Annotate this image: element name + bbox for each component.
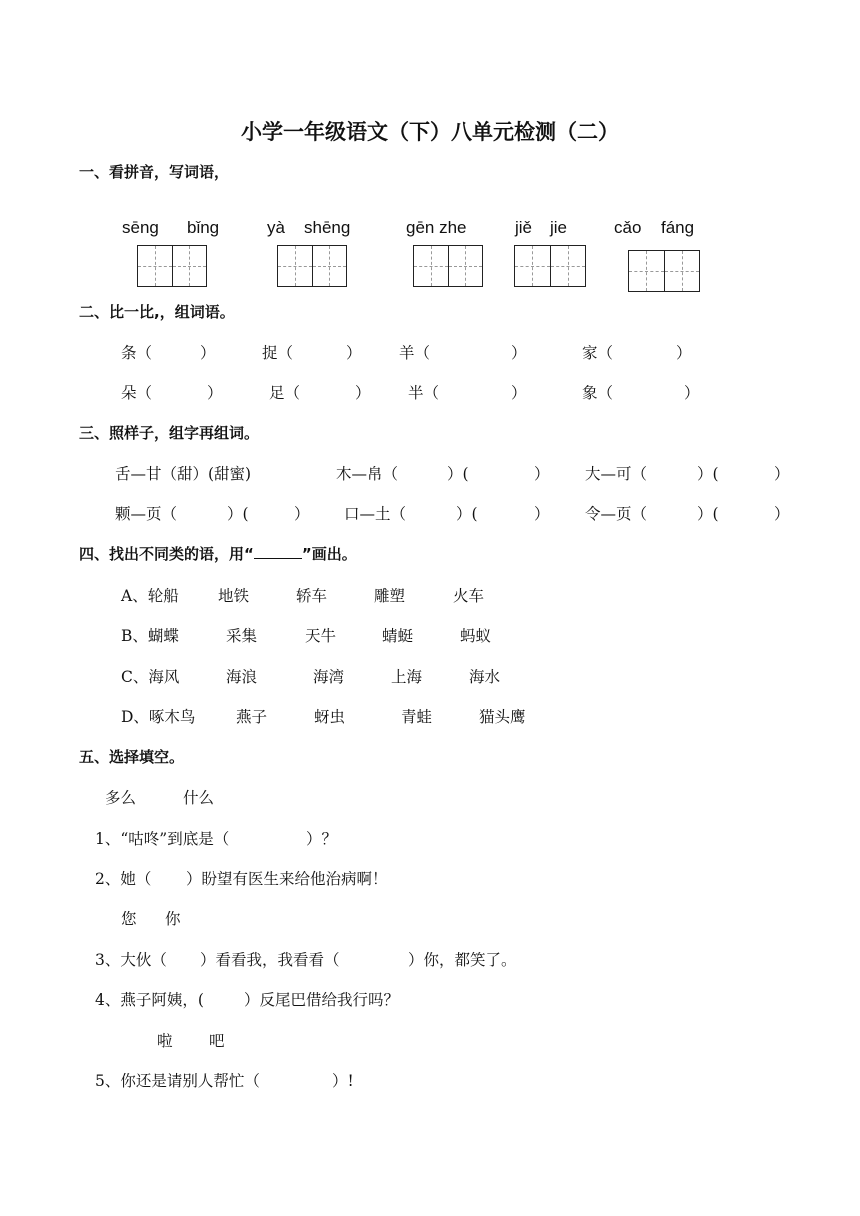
pinyin-5b: fáng — [661, 218, 695, 237]
section-2-heading: 二、比一比,，组词语。 — [79, 303, 235, 321]
grid-cell[interactable] — [629, 251, 664, 291]
pinyin-2b: shēng — [304, 218, 351, 237]
choice-word: 吧 — [209, 1032, 225, 1050]
word-option[interactable]: 采集 — [226, 627, 258, 645]
compare-blank-end: ） — [346, 344, 362, 362]
writing-grid-4[interactable] — [514, 245, 586, 287]
writing-grid-2[interactable] — [277, 245, 347, 287]
compare-item: 捉（ — [262, 344, 294, 362]
combine-blank-end: ） — [774, 505, 790, 523]
word-option[interactable]: D、啄木鸟 — [121, 708, 196, 726]
underline-mark — [254, 545, 302, 559]
compare-item: 条（ — [121, 344, 153, 362]
pinyin-1a: sēng — [122, 218, 159, 237]
heading-text: ”画出。 — [301, 545, 357, 563]
choice-word: 什么 — [183, 789, 215, 807]
compare-blank-end: ） — [684, 384, 700, 402]
question-text: ）! — [332, 1072, 354, 1090]
compare-item: 象（ — [582, 384, 614, 402]
combine-item: 颗—页（ — [115, 505, 178, 523]
compare-item: 家（ — [582, 344, 614, 362]
combine-blank-end: ） — [294, 505, 310, 523]
pinyin-2a: yà — [267, 218, 285, 237]
word-option[interactable]: 蚂蚁 — [460, 627, 492, 645]
question-text: 1、“咕咚”到底是（ — [95, 830, 230, 848]
question-text: ）你，都笑了。 — [408, 951, 517, 969]
word-option[interactable]: 地铁 — [218, 587, 250, 605]
combine-blank: ）( — [227, 505, 249, 523]
grid-cell[interactable] — [278, 246, 312, 286]
grid-cell[interactable] — [515, 246, 550, 286]
question-text: 4、燕子阿姨，( — [95, 991, 204, 1009]
word-option[interactable]: B、蝴蝶 — [121, 627, 179, 645]
combine-blank: ）( — [697, 465, 719, 483]
word-option[interactable]: 火车 — [453, 587, 485, 605]
word-option[interactable]: 海水 — [469, 668, 501, 686]
section-1-heading: 一、看拼音，写词语， — [79, 163, 230, 181]
writing-grid-3[interactable] — [413, 245, 483, 287]
compare-blank-end: ） — [676, 344, 692, 362]
writing-grid-5[interactable] — [628, 250, 700, 292]
choice-word: 您 — [121, 910, 137, 928]
choice-word: 啦 — [157, 1032, 173, 1050]
word-option[interactable]: 蜻蜓 — [382, 627, 414, 645]
combine-blank-end: ） — [534, 465, 550, 483]
grid-cell[interactable] — [138, 246, 172, 286]
example-word: 舌—甘（甜）(甜蜜) — [115, 465, 252, 483]
section-4-heading — [79, 543, 357, 564]
question-text: ）盼望有医生来给他治病啊！ — [186, 870, 388, 888]
page-title: 小学一年级语文（下）八单元检测（二） — [241, 120, 619, 144]
compare-blank-end: ） — [200, 344, 216, 362]
section-3-heading: 三、照样子，组字再组词。 — [79, 424, 260, 442]
combine-item: 木—帛（ — [336, 465, 399, 483]
word-option[interactable]: 雕塑 — [374, 587, 406, 605]
writing-grid-1[interactable] — [137, 245, 207, 287]
compare-item: 半（ — [408, 384, 440, 402]
word-option[interactable]: 海浪 — [226, 668, 258, 686]
question-text: 5、你还是请别人帮忙（ — [95, 1072, 260, 1090]
pinyin-4b: jie — [550, 218, 568, 237]
choice-word: 你 — [165, 910, 181, 928]
combine-item: 令—页（ — [585, 505, 648, 523]
compare-blank-end: ） — [207, 384, 223, 402]
grid-cell[interactable] — [172, 246, 207, 286]
compare-blank-end: ） — [355, 384, 371, 402]
combine-item: 大—可（ — [585, 465, 648, 483]
combine-blank: ）( — [697, 505, 719, 523]
word-option[interactable]: 青蛙 — [401, 708, 433, 726]
combine-blank-end: ） — [534, 505, 550, 523]
grid-cell[interactable] — [312, 246, 347, 286]
compare-item: 朵（ — [121, 384, 153, 402]
combine-blank: ）( — [456, 505, 478, 523]
question-text: 3、大伙（ — [95, 951, 167, 969]
heading-text: 四、找出不同类的语，用“ — [79, 545, 254, 563]
grid-cell[interactable] — [414, 246, 448, 286]
word-option[interactable]: 轿车 — [296, 587, 328, 605]
word-option[interactable]: 燕子 — [236, 708, 268, 726]
word-option[interactable]: 海湾 — [313, 668, 345, 686]
section-5-heading: 五、选择填空。 — [79, 748, 185, 766]
word-option[interactable]: 猫头鹰 — [479, 708, 526, 726]
grid-cell[interactable] — [550, 246, 586, 286]
word-option[interactable]: 蚜虫 — [314, 708, 346, 726]
word-option[interactable]: C、海风 — [121, 668, 180, 686]
question-text: ）？ — [306, 830, 338, 848]
compare-blank-end: ） — [511, 384, 527, 402]
pinyin-3a: gēn zhe — [406, 218, 467, 237]
combine-blank-end: ） — [774, 465, 790, 483]
compare-item: 足（ — [269, 384, 301, 402]
question-text: ）看看我，我看看（ — [200, 951, 340, 969]
word-option[interactable]: 上海 — [391, 668, 423, 686]
grid-cell[interactable] — [664, 251, 700, 291]
grid-cell[interactable] — [448, 246, 483, 286]
combine-blank: ）( — [447, 465, 469, 483]
word-option[interactable]: 天牛 — [305, 627, 337, 645]
compare-blank-end: ） — [511, 344, 527, 362]
compare-item: 羊（ — [399, 344, 431, 362]
pinyin-4a: jiě — [515, 218, 533, 237]
question-text: ）反尾巴借给我行吗？ — [244, 991, 400, 1009]
word-option[interactable]: A、轮船 — [121, 587, 179, 605]
question-text: 2、她（ — [95, 870, 152, 888]
pinyin-1b: bǐng — [187, 218, 220, 237]
combine-item: 口—土（ — [344, 505, 407, 523]
pinyin-5a: cǎo — [614, 218, 642, 237]
choice-word: 多么 — [105, 789, 137, 807]
